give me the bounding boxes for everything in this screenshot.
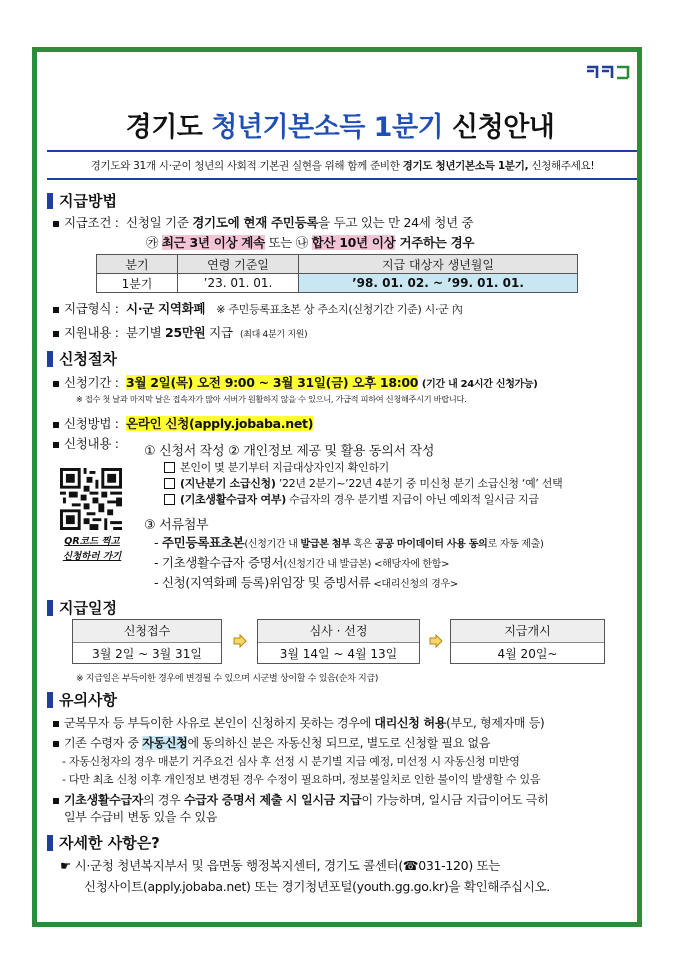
schedule-note: ※ 지급일은 부득이한 경우에 변경될 수 있으며 시군별 상이할 수 있음(순차 지급) — [76, 674, 379, 684]
schedule-step-payment: 지급개시 4월 20일~ — [450, 619, 605, 664]
content-label: 신청내용 : — [53, 434, 119, 452]
section-schedule: 지급일정 — [47, 597, 117, 618]
contact-line-2: 신청사이트(apply.jobaba.net) 또는 경기청년포털(youth.gg.go.kr)을 확인해주십시오. — [84, 879, 550, 894]
method-line: 신청방법 : 온라인 신청(apply.jobaba.net) — [53, 414, 313, 432]
gyeonggi-logo-icon — [585, 64, 630, 82]
intro-rule — [47, 178, 637, 180]
condition-line-2: ㉮ 최근 3년 이상 계속 또는 ㉯ 합산 10년 이상 거주하는 경우 — [146, 235, 475, 250]
bullet-icon — [53, 381, 59, 387]
bullet-icon — [53, 721, 59, 727]
schedule-step-review: 심사 · 선정 3월 14일 ~ 4월 13일 — [257, 619, 420, 664]
period-warning: ※ 접수 첫 날과 마지막 날은 접속자가 많아 서버가 원활하지 않을 수 있으니, 가급적 피하여 신청해주시기 바랍니다. — [76, 394, 467, 404]
qr-caption: QR코드 찍고 신청하러 가기 — [62, 536, 122, 562]
document-3: - 신청(지역화폐 등록)위임장 및 증빙서류 <대리신청의 경우> — [154, 575, 458, 590]
section-bar-icon — [47, 835, 53, 851]
page-title: 경기도 청년기본소득 1분기 신청안내 — [125, 112, 555, 143]
section-contact: 자세한 사항은? — [47, 832, 160, 853]
document-2: - 기초생활수급자 증명서(신청기간 내 발급본) <해당자에 한함> — [154, 555, 450, 570]
condition-line: 지급조건 : 신청일 기준 경기도에 현재 주민등록을 두고 있는 만 24세 청년 중 — [53, 213, 473, 231]
check-2: (지난분기 소급신청) ’22년 2분기~’22년 4분기 중 미신청 분기 소급신청 ‘예’ 선택 — [164, 475, 562, 491]
title-rule — [47, 150, 637, 152]
bullet-icon — [53, 741, 59, 747]
checkbox-icon — [164, 494, 175, 505]
bullet-icon — [53, 422, 59, 428]
section-cautions: 유의사항 — [47, 689, 117, 710]
section-bar-icon — [47, 351, 53, 367]
section-bar-icon — [47, 692, 53, 708]
section-payment-method: 지급방법 — [47, 190, 117, 211]
bullet-icon — [53, 331, 59, 337]
caution-2: 기존 수령자 중 자동신청에 동의하신 분은 자동신청 되므로, 별도로 신청할 필요 없음 — [53, 734, 490, 751]
bullet-icon — [53, 442, 59, 448]
bullet-icon — [53, 307, 59, 313]
amount-line: 지원내용 : 분기별 25만원 지급 (최대 4분기 지원) — [53, 323, 307, 341]
step-3: ③ 서류첨부 — [144, 518, 209, 533]
caution-3: 기초생활수급자의 경우 수급자 증명서 제출 시 일시금 지급이 가능하며, 일시금 지급이어도 극히 — [53, 791, 548, 808]
section-procedure: 신청절차 — [47, 348, 117, 369]
bullet-icon — [53, 798, 59, 804]
arrow-right-icon — [233, 634, 247, 648]
step-1-2: ① 신청서 작성 ② 개인정보 제공 및 활용 동의서 작성 — [144, 444, 435, 459]
apply-link[interactable]: 온라인 신청(apply.jobaba.net) — [126, 416, 314, 431]
checkbox-icon — [164, 478, 175, 489]
check-3: (기초생활수급자 여부) 수급자의 경우 분기별 지급이 아닌 예외적 일시금 지급 — [164, 491, 539, 507]
age-table: 분기 연령 기준일 지급 대상자 생년월일 1분기 ’23. 01. 01. ’98. 01. 02. ~ ’99. 01. 01. — [96, 254, 578, 293]
qr-code-icon[interactable] — [60, 468, 122, 530]
payment-form-line: 지급형식 : 시·군 지역화폐 ※ 주민등록표초본 상 주소지(신청기간 기준) 시·군 內 — [53, 299, 462, 317]
caution-3-cont: 일부 수급비 변동 있을 수 있음 — [64, 810, 218, 824]
check-1: 본인이 몇 분기부터 지급대상자인지 확인하기 — [164, 459, 389, 475]
caution-2-sub-1: - 자동신청자의 경우 매분기 거주요건 심사 후 선정 시 분기별 지급 예정, 미선정 시 자동신청 미반영 — [62, 755, 520, 768]
period-line: 신청기간 : 3월 2일(목) 오전 9:00 ~ 3월 31일(금) 오후 18:00 (기간 내 24시간 신청가능) — [53, 373, 538, 391]
arrow-right-icon — [429, 634, 443, 648]
section-bar-icon — [47, 600, 53, 616]
caution-2-sub-2: - 다만 최초 신청 이후 개인정보 변경된 경우 수정이 필요하며, 정보불일치로 인한 불이익 발생할 수 있음 — [62, 773, 541, 786]
schedule-step-apply: 신청접수 3월 2일 ~ 3월 31일 — [72, 619, 222, 664]
document-1: - 주민등록표초본(신청기간 내 발급본 첨부 혹은 공공 마이데이터 사용 동의로 자동 제출) — [154, 535, 544, 550]
checkbox-icon — [164, 462, 175, 473]
bullet-icon — [53, 221, 59, 227]
contact-line-1: ☛ 시·군청 청년복지부서 및 읍면동 행정복지센터, 경기도 콜센터(☎031-120) 또는 — [60, 858, 501, 873]
intro-text: 경기도와 31개 시·군이 청년의 사회적 기본권 실현을 위해 함께 준비한 경기도 청년기본소득 1분기, 신청해주세요! — [90, 160, 595, 172]
caution-1: 군복무자 등 부득이한 사유로 본인이 신청하지 못하는 경우에 대리신청 허용(부모, 형제자매 등) — [53, 714, 544, 731]
section-bar-icon — [47, 193, 53, 209]
